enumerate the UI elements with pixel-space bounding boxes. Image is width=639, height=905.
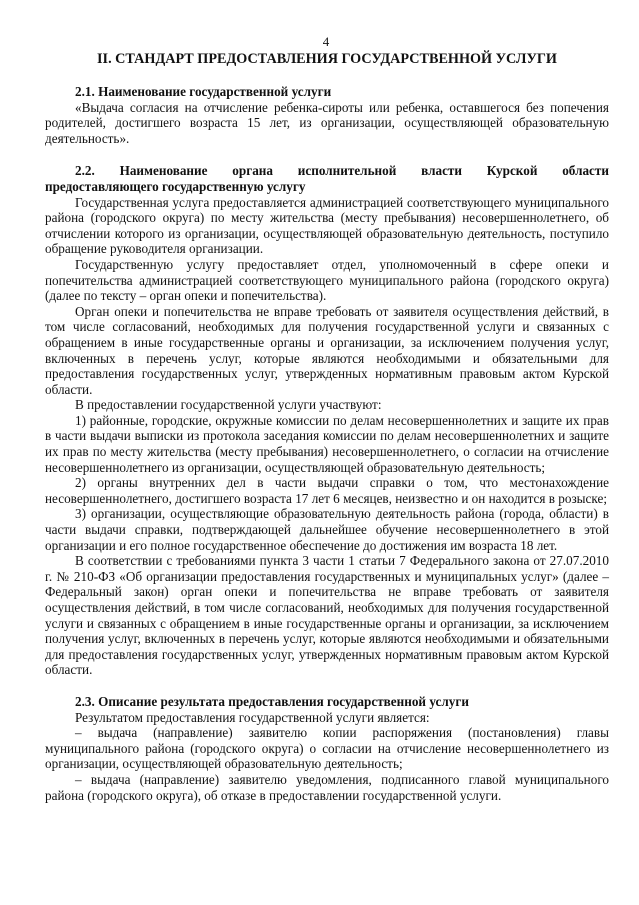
heading-2-2 <box>45 163 609 179</box>
heading-2-1: 2.1. Наименование государственной услуги <box>75 84 332 99</box>
paragraph-2-3-2: – выдача (направление) заявителю копии распоряжения (постановления) главы муниципального района (городского округа) о согласии на отчисление несовершеннолетнего из организации, осуществляющей образовательную деятельность; <box>45 725 609 772</box>
paragraph-2-2-7: 3) организации, осуществляющие образовательную деятельность района (города, области) в части выдачи справки, подтверждающей дальнейшее обучение несовершеннолетнего в этой организации и его полное государственное обеспечение до достижения им возраста 18 лет. <box>45 506 609 553</box>
paragraph-2-3-1: Результатом предоставления государственной услуги является: <box>75 709 430 725</box>
page-number: 4 <box>322 34 330 49</box>
heading-2-2-line1: 2.2. Наименование органа исполнительной власти Курской области <box>75 163 609 179</box>
heading-2-2-line2: предоставляющего государственную услугу <box>45 178 306 194</box>
paragraph-2-2-1: Государственная услуга предоставляется администрацией соответствующего муниципального района (городского округа) по месту жительства (месту пребывания) несовершеннолетнего, об отчислении которого из организации, осуществляющей образовательную деятельность, поступило обращение руководителя организации. <box>45 194 609 257</box>
paragraph-2-2-4: В предоставлении государственной услуги участвуют: <box>75 397 382 413</box>
heading-2-3: 2.3. Описание результата предоставления государственной услуги <box>75 693 469 709</box>
paragraph-2-1-1: «Выдача согласия на отчисление ребенка-сироты или ребенка, оставшегося без попечения родителей, достигшего возраста 15 лет, из организации, осуществляющей образовательную деятельность». <box>45 99 609 146</box>
paragraph-2-3-3: – выдача (направление) заявителю уведомления, подписанного главой муниципального района (городского округа), об отказе в предоставлении государственной услуги. <box>45 771 609 803</box>
paragraph-2-2-3: Орган опеки и попечительства не вправе требовать от заявителя осуществления действий, в том числе согласований, необходимых для получения государственной услуги и связанных с обращением в иные государственные органы и организации, за исключением получения услуг, включенных в перечень услуг, которые являются необходимыми и обязательными для предоставления государственных услуг, утвержденных нормативным правовым актом Курской области. <box>45 303 609 397</box>
paragraph-2-2-6: 2) органы внутренних дел в части выдачи справки о том, что местонахождение несовершеннолетнего, достигшего возраста 17 лет 6 месяцев, неизвестно и он находится в розыске; <box>45 475 609 506</box>
paragraph-2-2-8: В соответствии с требованиями пункта 3 части 1 статьи 7 Федерального закона от 27.07.2010 г. № 210-ФЗ «Об организации предоставления государственных и муниципальных услуг» (далее – Федеральный закон) орган опеки и попечительства не вправе требовать от заявителя осуществления действий, в том числе согласований, необходимых для получения государственной услуги и связанных с обращением в иные государственные органы и организации, за исключением получения услуг, включенных в перечень услуг, которые являются необходимыми и обязательными для предоставления государственных услуг, утвержденных нормативным правовым актом Курской области. <box>45 553 609 678</box>
paragraph-2-2-2: Государственную услугу предоставляет отдел, уполномоченный в сфере опеки и попечительства администрацией соответствующего муниципального района (городского округа) (далее по тексту – орган опеки и попечительства). <box>45 256 609 304</box>
section-title: II. СТАНДАРТ ПРЕДОСТАВЛЕНИЯ ГОСУДАРСТВЕННОЙ УСЛУГИ <box>97 51 557 67</box>
paragraph-2-2-5: 1) районные, городские, окружные комиссии по делам несовершеннолетних и защите их прав в части выдачи выписки из протокола заседания комиссии по делам несовершеннолетних и защите их прав по месту жительства (месту пребывания) несовершеннолетнего, о согласии на отчисление несовершеннолетнего из организации, осуществляющей образовательную деятельность; <box>45 412 609 475</box>
